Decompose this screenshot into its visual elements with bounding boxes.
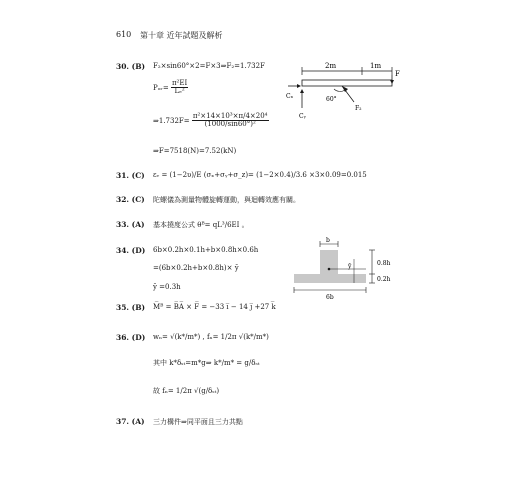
q30-line3-denominator: (1000/sin60°)²: [204, 120, 256, 129]
q32-text: 陀螺儀為測量物體旋轉運動，與迴轉效應有關。: [153, 196, 300, 204]
cy-label: Cᵧ: [299, 113, 306, 120]
question-number: 37. (A): [116, 417, 145, 426]
angle-arc: [334, 89, 345, 91]
question-number: 33. (A): [116, 220, 145, 229]
cy-arrowhead: [300, 89, 304, 93]
q31-formula: εᵥ = (1−2υ)/E (σₓ+σᵧ+σ_z)= (1−2×0.4)/3.6 ×3×0.09=0.015: [153, 171, 367, 179]
beam: [302, 80, 392, 86]
base-block: [294, 274, 366, 283]
q30-line4: ⇒F=7518(N)=7.52(kN): [153, 147, 237, 155]
q36-line2: 其中 k*δₛₜ=m*g⇒ k*/m* = g/δₛₜ: [153, 359, 260, 367]
question-number: 31. (C): [116, 171, 145, 180]
dim-02h: 0.2h: [377, 276, 391, 283]
q36-line1: wₙ= √(k*/m*) , fₙ= 1/2π √(k*/m*): [153, 333, 269, 341]
question-number: 35. (B): [116, 303, 146, 312]
q34-line2: =(6b×0.2h+b×0.8h)× ȳ: [153, 264, 239, 272]
t-section-diagram: [290, 236, 420, 308]
dim-b: b: [326, 237, 330, 244]
question-number: 30. (B): [116, 62, 146, 71]
q30-line3-fraction: [192, 113, 269, 129]
dim-2m: 2m: [325, 62, 337, 70]
q30-line3: [153, 113, 269, 129]
dim-6b: 6b: [326, 294, 334, 301]
ybar-label: ȳ: [348, 263, 352, 270]
q30-pcr-denominator: Lₑ²: [174, 87, 185, 96]
question-number: 34. (D): [116, 246, 146, 255]
q34-line1: 6b×0.2h×0.1h+b×0.8h×0.6h: [153, 246, 259, 254]
q37-text: 三力構件⇒同平面且三力共點: [153, 418, 243, 426]
question-number: 36. (D): [116, 333, 146, 342]
fb-label: F₂: [355, 105, 362, 112]
q30-pcr-fraction: [171, 80, 188, 96]
q36-line3: 故 fₙ= 1/2π √(g/δₛₜ): [153, 387, 220, 395]
q35-formula: M̅ᴮ = B̅A̅ × F̅ = −33 i̅ − 14 j̅ +27 k̅: [153, 303, 276, 311]
q30-line3-lhs: ⇒1.732F=: [153, 116, 190, 125]
q30-pcr: [153, 80, 188, 96]
q34-line3: ȳ =0.3h: [153, 283, 181, 291]
beam-diagram: [282, 58, 414, 128]
chapter-title: 第十章 近年試題及解析: [140, 31, 223, 40]
dim-08h: 0.8h: [377, 260, 391, 267]
angle-label: 60°: [326, 96, 337, 103]
q30-line3-numerator: π²×14×10³×π/4×20⁴: [192, 112, 268, 120]
force-label: F: [395, 70, 400, 78]
cx-label: Cₓ: [286, 93, 294, 100]
q30-pcr-lhs: Pₒᵣ=: [153, 83, 169, 92]
question-number: 32. (C): [116, 195, 145, 204]
q30-line1: F₂×sin60°×2=F×3⇒F₂=1.732F: [153, 62, 265, 70]
vertical-block: [320, 250, 338, 274]
dim-1m: 1m: [370, 62, 382, 70]
page-number: 610: [116, 30, 132, 39]
q33-text: 基本撓度公式 θᴮ= qL³/6EI 。: [153, 221, 249, 229]
cx-arrowhead: [297, 84, 301, 88]
q30-pcr-numerator: π²EI: [171, 79, 188, 87]
